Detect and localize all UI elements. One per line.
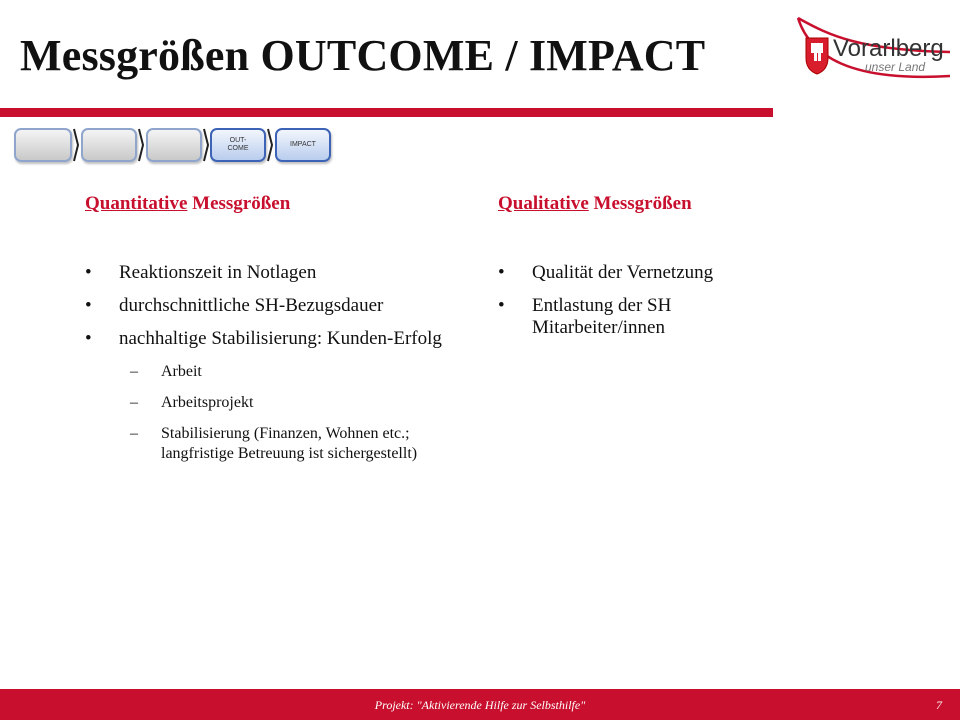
logo-tagline: unser Land	[865, 60, 926, 74]
chevron-separator-icon	[138, 128, 144, 162]
list-item: • durchschnittliche SH-Bezugsdauer	[85, 295, 384, 316]
page-number: 7	[936, 698, 942, 712]
chevron-separator-icon	[203, 128, 209, 162]
process-step-2	[81, 128, 137, 162]
process-step-3	[146, 128, 202, 162]
chevron-separator-icon	[73, 128, 79, 162]
logo-wordmark: Vorarlberg	[833, 35, 944, 62]
sub-list-item: – Arbeit	[130, 363, 202, 380]
footer-bar	[0, 689, 960, 720]
qualitative-heading: Qualitative Messgrößen	[498, 193, 692, 214]
list-item: • Reaktionszeit in Notlagen	[85, 262, 317, 283]
chevron-separator-icon	[267, 128, 273, 162]
list-item: • nachhaltige Stabilisierung: Kunden-Erfolg – Arbeit – Arbeitsprojekt – Stabilisierung (Finanzen, Wohnen etc.; langfristige Betreuung ist sichergestellt)	[85, 328, 485, 464]
list-item: • Entlastung der SH Mitarbeiter/innen	[498, 295, 672, 338]
quantitative-heading: Quantitative Messgrößen	[85, 193, 291, 214]
sub-list	[119, 362, 485, 464]
list-item: • Qualität der Vernetzung	[498, 262, 714, 283]
process-step-1	[14, 128, 72, 162]
process-step-outcome: OUT- COME	[210, 128, 266, 162]
quantitative-list	[85, 262, 485, 464]
quantitative-column	[85, 192, 485, 475]
sub-list-item: – Stabilisierung (Finanzen, Wohnen etc.; langfristige Betreuung ist sichergestellt)	[130, 425, 418, 462]
slide-title: Messgrößen OUTCOME / IMPACT	[20, 31, 706, 80]
process-step-impact: IMPACT	[275, 128, 331, 162]
qualitative-list	[498, 262, 788, 339]
logo	[790, 16, 960, 86]
process-steps	[14, 128, 344, 162]
sub-list-item: – Arbeitsprojekt	[130, 394, 254, 411]
title-divider	[0, 108, 773, 117]
footer-project-text: Projekt: "Aktivierende Hilfe zur Selbsthilfe"	[374, 698, 586, 712]
qualitative-column	[498, 192, 838, 350]
